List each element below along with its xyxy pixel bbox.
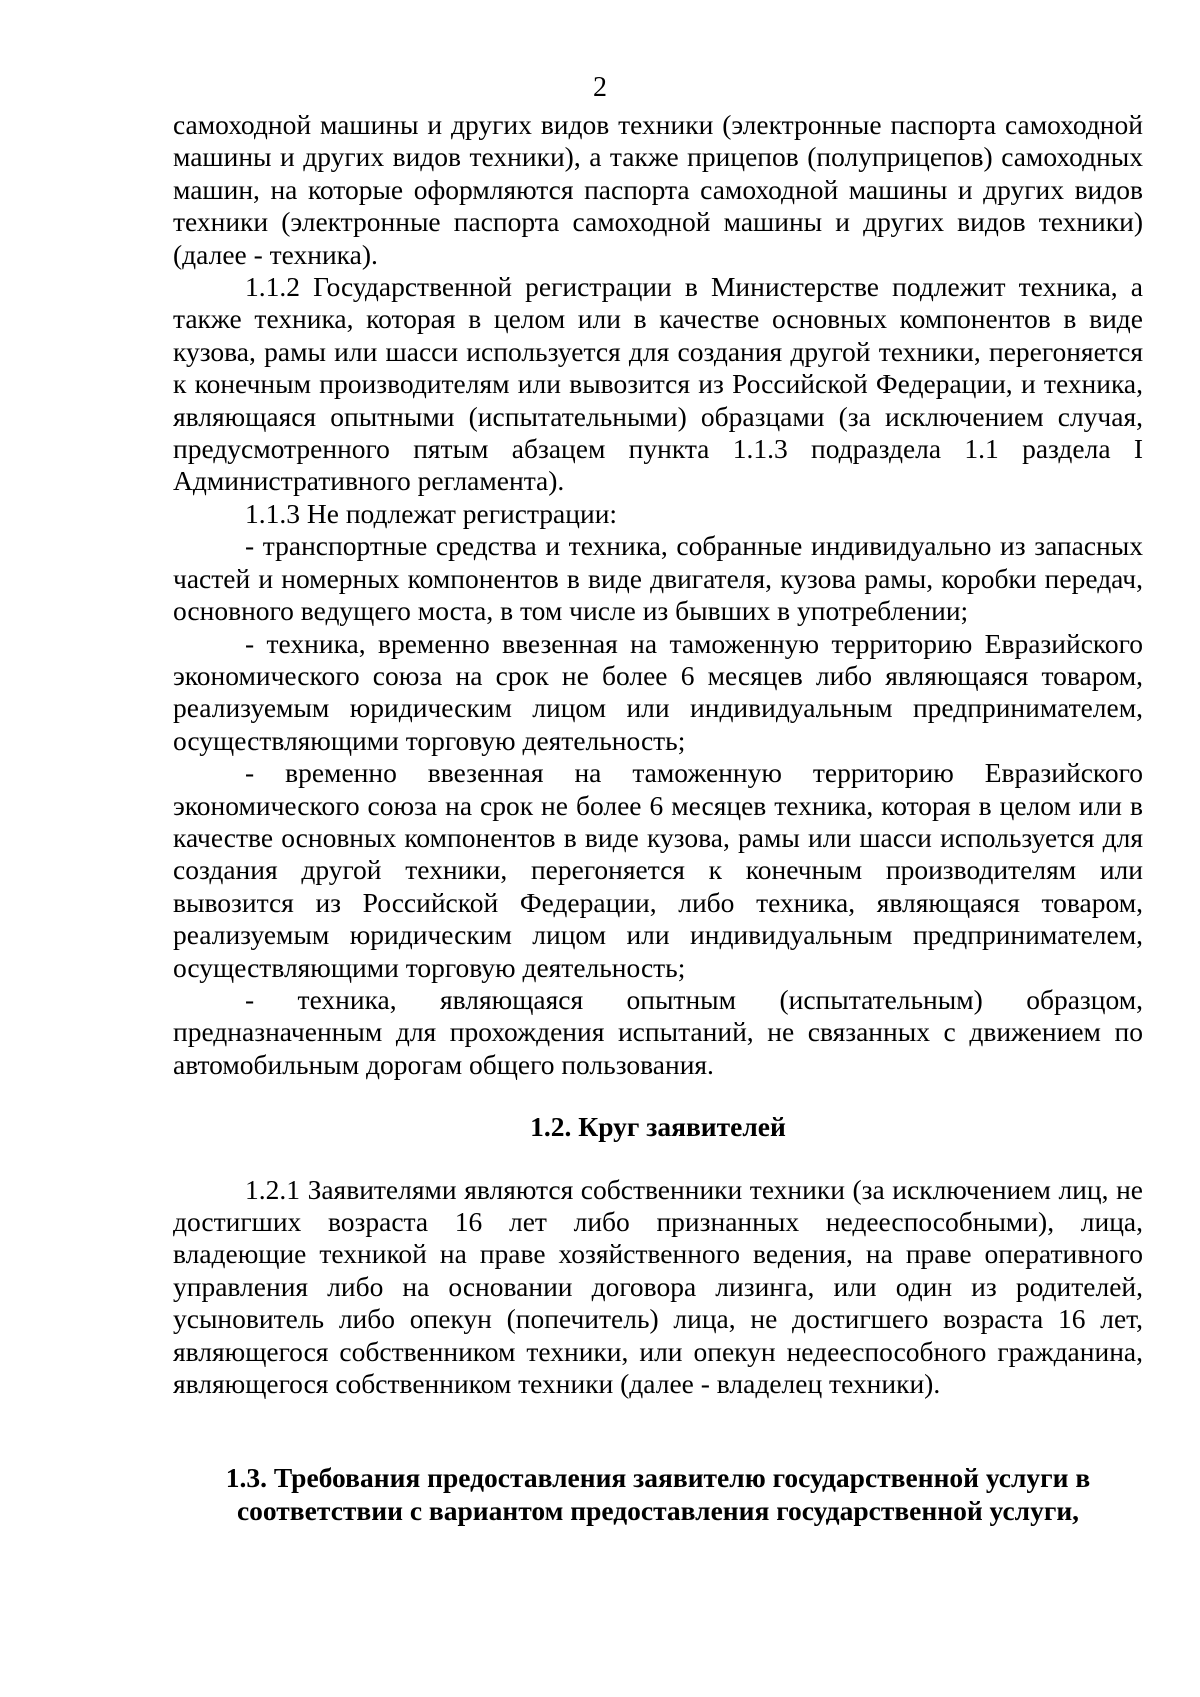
list-item-temporarily-imported: - техника, временно ввезенная на таможенную территорию Евразийского экономического союза на срок не более 6 месяцев либо являющаяся товаром, реализуемым юридическим лицом или индивидуальным предпринимателем, осуществляющими торговую деятельность; <box>173 627 1143 756</box>
list-item-temporarily-imported-components: - временно ввезенная на таможенную территорию Евразийского экономического союза на срок не более 6 месяцев техника, которая в целом или в качестве основных компонентов в виде кузова, рамы или шасси используется для создания другой техники, перегоняется к конечным производителям или вывозится из Российской Федерации, либо техника, являющаяся товаром, реализуемым юридическим лицом или индивидуальным предпринимателем, осуществляющими торговую деятельность; <box>173 757 1143 983</box>
paragraph-1-1-3: 1.1.3 Не подлежат регистрации: <box>245 497 618 529</box>
list-item-test-samples: - техника, являющаяся опытным (испытательным) образцом, предназначенным для прохождения испытаний, не связанных с движением по автомобильным дорогам общего пользования. <box>173 983 1143 1080</box>
paragraph-1-2-1: 1.2.1 Заявителями являются собственники техники (за исключением лиц, не достигших возраста 16 лет либо признанных недееспособными), лица, владеющие техникой на праве хозяйственного ведения, на праве оперативного управления либо на основании договора лизинга, или один из родителей, усыновитель либо опекун (попечитель) лица, не достигшего возраста 16 лет, являющегося собственником техники, или опекун недееспособного гражданина, являющегося собственником техники (далее - владелец техники). <box>173 1173 1143 1400</box>
section-heading-1-2: 1.2. Круг заявителей <box>530 1111 786 1143</box>
paragraph-1-1-2: 1.1.2 Государственной регистрации в Министерстве подлежит техника, а также техника, которая в целом или в качестве основных компонентов в виде кузова, рамы или шасси используется для создания другой техники, перегоняется к конечным производителям или вывозится из Российской Федерации, и техника, являющаяся опытными (испытательными) образцами (за исключением случая, предусмотренного пятым абзацем пункта 1.1.3 подраздела 1.1 раздела I Административного регламента). <box>173 271 1143 497</box>
section-heading-1-3-line-2: соответствии с вариантом предоставления государственной услуги, <box>236 1494 1080 1526</box>
document-body <box>173 109 1143 1527</box>
list-item-assembled-vehicles: - транспортные средства и техника, собранные индивидуально из запасных частей и номерных компонентов в виде двигателя, кузова рамы, коробки передач, основного ведущего моста, в том числе из бывших в употреблении; <box>173 530 1143 627</box>
paragraph-intro-continuation: самоходной машины и других видов техники (электронные паспорта самоходной машины и других видов техники), а также прицепов (полуприцепов) самоходных машин, на которые оформляются паспорта самоходной машины и других видов техники (электронные паспорта самоходной машины и других видов техники) (далее - техника). <box>173 109 1143 270</box>
section-heading-1-3-line-1: 1.3. Требования предоставления заявителю государственной услуги в <box>225 1462 1091 1494</box>
page-number: 2 <box>593 72 607 103</box>
section-heading-1-3 <box>173 1462 1143 1527</box>
